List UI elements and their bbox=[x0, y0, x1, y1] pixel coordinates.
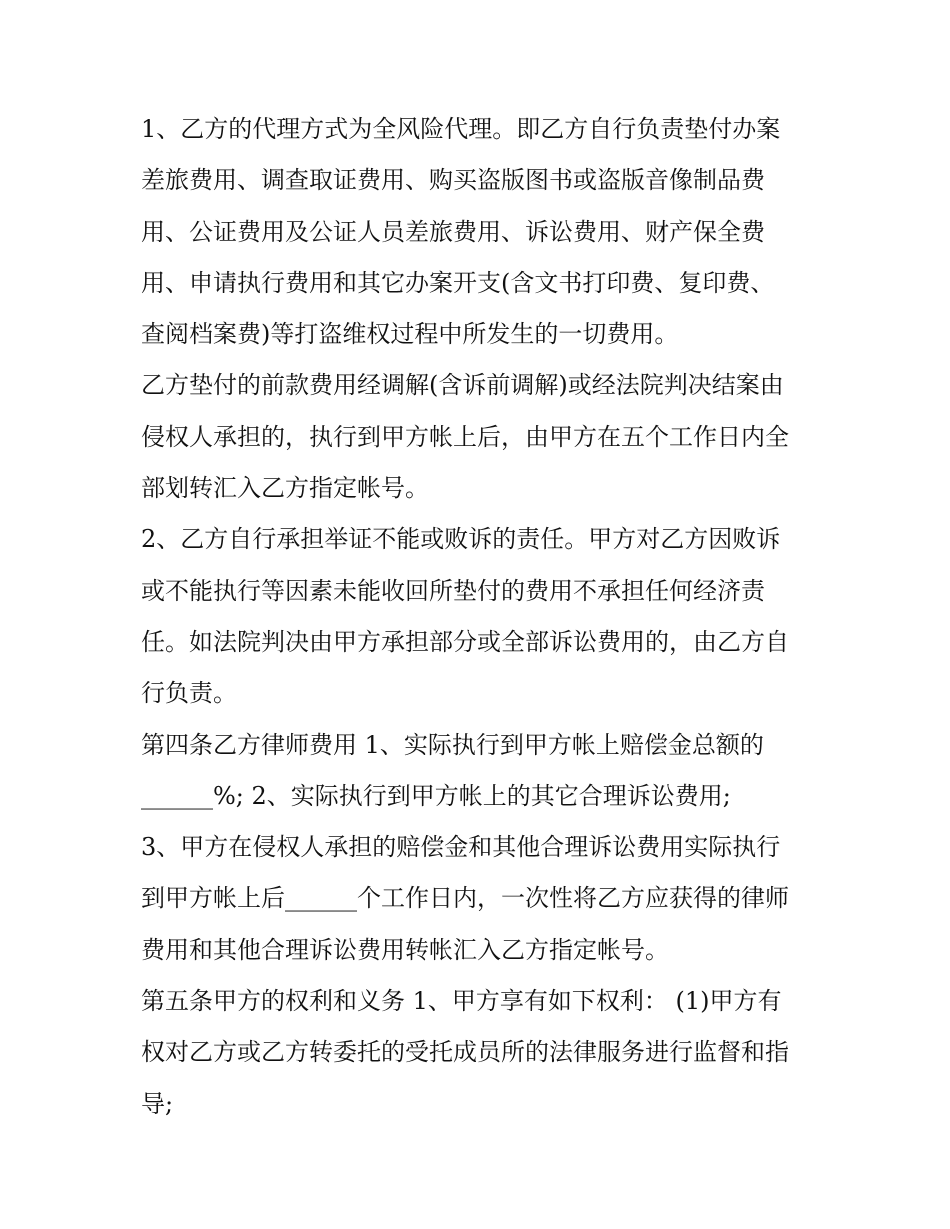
text-line-2: 差旅费用、调查取证费用、购买盗版图书或盗版音像制品费 bbox=[141, 166, 765, 195]
text-line-4: 用、申请执行费用和其它办案开支(含文书打印费、复印费、 bbox=[141, 268, 775, 297]
text-line-3: 用、公证费用及公证人员差旅费用、诉讼费用、财产保全费 bbox=[141, 217, 765, 246]
text-line-20: 导; bbox=[141, 1089, 174, 1118]
text-line-15: 3、甲方在侵权人承担的赔偿金和其他合理诉讼费用实际执行 bbox=[141, 833, 781, 862]
text-line-9: 2、乙方自行承担举证不能或败诉的责任。甲方对乙方因败诉 bbox=[141, 525, 781, 554]
text-line-13: 第四条乙方律师费用 1、实际执行到甲方帐上赔偿金总额的 bbox=[141, 730, 764, 759]
text-line-17: 费用和其他合理诉讼费用转帐汇入乙方指定帐号。 bbox=[141, 935, 669, 964]
text-line-1: 1、乙方的代理方式为全风险代理。即乙方自行负责垫付办案 bbox=[141, 115, 781, 143]
text-line-18: 第五条甲方的权利和义务 1、甲方享有如下权利： (1)甲方有 bbox=[141, 987, 782, 1016]
text-line-16: 到甲方帐上后______个工作日内，一次性将乙方应获得的律师 bbox=[141, 884, 789, 913]
text-line-7: 侵权人承担的，执行到甲方帐上后，由甲方在五个工作日内全 bbox=[141, 422, 789, 451]
text-line-5: 查阅档案费)等打盗维权过程中所发生的一切费用。 bbox=[141, 320, 679, 349]
text-line-19: 权对乙方或乙方转委托的受托成员所的法律服务进行监督和指 bbox=[141, 1038, 789, 1067]
text-line-6: 乙方垫付的前款费用经调解(含诉前调解)或经法院判决结案由 bbox=[141, 371, 784, 400]
text-line-8: 部划转汇入乙方指定帐号。 bbox=[141, 474, 429, 503]
text-line-11: 任。如法院判决由甲方承担部分或全部诉讼费用的，由乙方自 bbox=[141, 627, 789, 656]
text-line-14: ______%; 2、实际执行到甲方帐上的其它合理诉讼费用; bbox=[141, 781, 731, 810]
text-line-10: 或不能执行等因素未能收回所垫付的费用不承担任何经济责 bbox=[141, 576, 765, 605]
document-body bbox=[141, 104, 821, 1130]
text-line-12: 行负责。 bbox=[141, 679, 237, 708]
